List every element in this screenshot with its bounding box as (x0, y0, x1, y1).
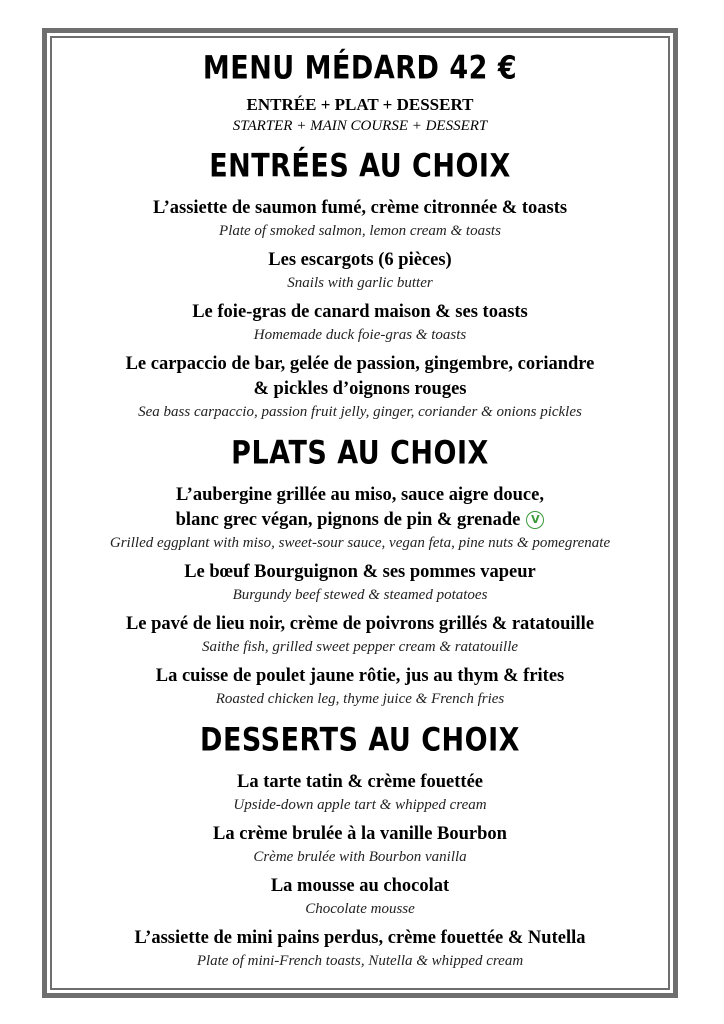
dish-name-fr: La crème brulée à la vanille Bourbon (213, 824, 507, 844)
dish-name-en: Snails with garlic butter (287, 275, 433, 291)
dish-name-fr: Les escargots (6 pièces) (268, 250, 452, 270)
formula-fr: ENTRÉE + PLAT + DESSERT (246, 95, 474, 114)
menu-title: MENU MÉDARD 42 € (202, 49, 518, 87)
menu-item (50, 926, 670, 972)
menu-item (50, 300, 670, 346)
dish-name-en: Sea bass carpaccio, passion fruit jelly, ginger, coriander & onions pickles (138, 404, 582, 420)
dish-name-en: Plate of mini-French toasts, Nutella & whipped cream (196, 953, 524, 969)
dish-name-fr: Le bœuf Bourguignon & ses pommes vapeur (184, 562, 536, 582)
menu-item (50, 770, 670, 816)
dish-name-fr-line2-wrap (50, 508, 670, 533)
dish-name-fr: La tarte tatin & crème fouettée (236, 772, 484, 792)
menu-item (50, 483, 670, 554)
dish-name-fr-line1: L’aubergine grillée au miso, sauce aigre douce, (176, 485, 544, 505)
menu-item (50, 874, 670, 920)
dish-name-fr: Le pavé de lieu noir, crème de poivrons grillés & ratatouille (125, 614, 595, 634)
dish-name-fr: La mousse au chocolat (270, 876, 450, 896)
menu-item (50, 560, 670, 606)
dish-name-en: Chocolate mousse (305, 901, 415, 917)
dish-name-fr: Le foie-gras de canard maison & ses toasts (192, 302, 528, 322)
dish-name-en: Grilled eggplant with miso, sweet-sour sauce, vegan feta, pine nuts & pomegrenate (109, 535, 611, 551)
dish-name-en: Homemade duck foie-gras & toasts (253, 327, 467, 343)
vegan-v-icon: V (526, 511, 544, 529)
dish-name-en: Burgundy beef stewed & steamed potatoes (232, 587, 488, 603)
dish-name-fr: L’assiette de saumon fumé, crème citronnée & toasts (152, 198, 568, 218)
dish-name-fr-line2: blanc grec végan, pignons de pin & grenade (175, 510, 521, 530)
formula-en: STARTER + MAIN COURSE + DESSERT (232, 118, 488, 134)
dish-name-en: Crème brulée with Bourbon vanilla (253, 849, 467, 865)
dish-name-fr-line1: Le carpaccio de bar, gelée de passion, gingembre, coriandre (125, 354, 595, 374)
dish-name-fr: La cuisse de poulet jaune rôtie, jus au thym & frites (155, 666, 565, 686)
menu-content (50, 30, 670, 978)
dish-name-en: Saithe fish, grilled sweet pepper cream & ratatouille (201, 639, 519, 655)
menu-item (50, 664, 670, 710)
section-title-desserts: DESSERTS AU CHOIX (200, 721, 520, 759)
dish-name-en: Plate of smoked salmon, lemon cream & toasts (219, 223, 501, 239)
dish-name-fr: L’assiette de mini pains perdus, crème fouettée & Nutella (134, 928, 586, 948)
section-title-entrees: ENTRÉES AU CHOIX (209, 147, 511, 185)
menu-item (50, 248, 670, 294)
menu-item (50, 196, 670, 242)
menu-item (50, 822, 670, 868)
dish-name-fr-line2: & pickles d’oignons rouges (253, 379, 467, 399)
section-title-plats: PLATS AU CHOIX (231, 434, 489, 472)
menu-item (50, 612, 670, 658)
menu-item (50, 352, 670, 423)
dish-name-en: Upside-down apple tart & whipped cream (233, 797, 487, 813)
dish-name-en: Roasted chicken leg, thyme juice & French fries (215, 691, 505, 707)
